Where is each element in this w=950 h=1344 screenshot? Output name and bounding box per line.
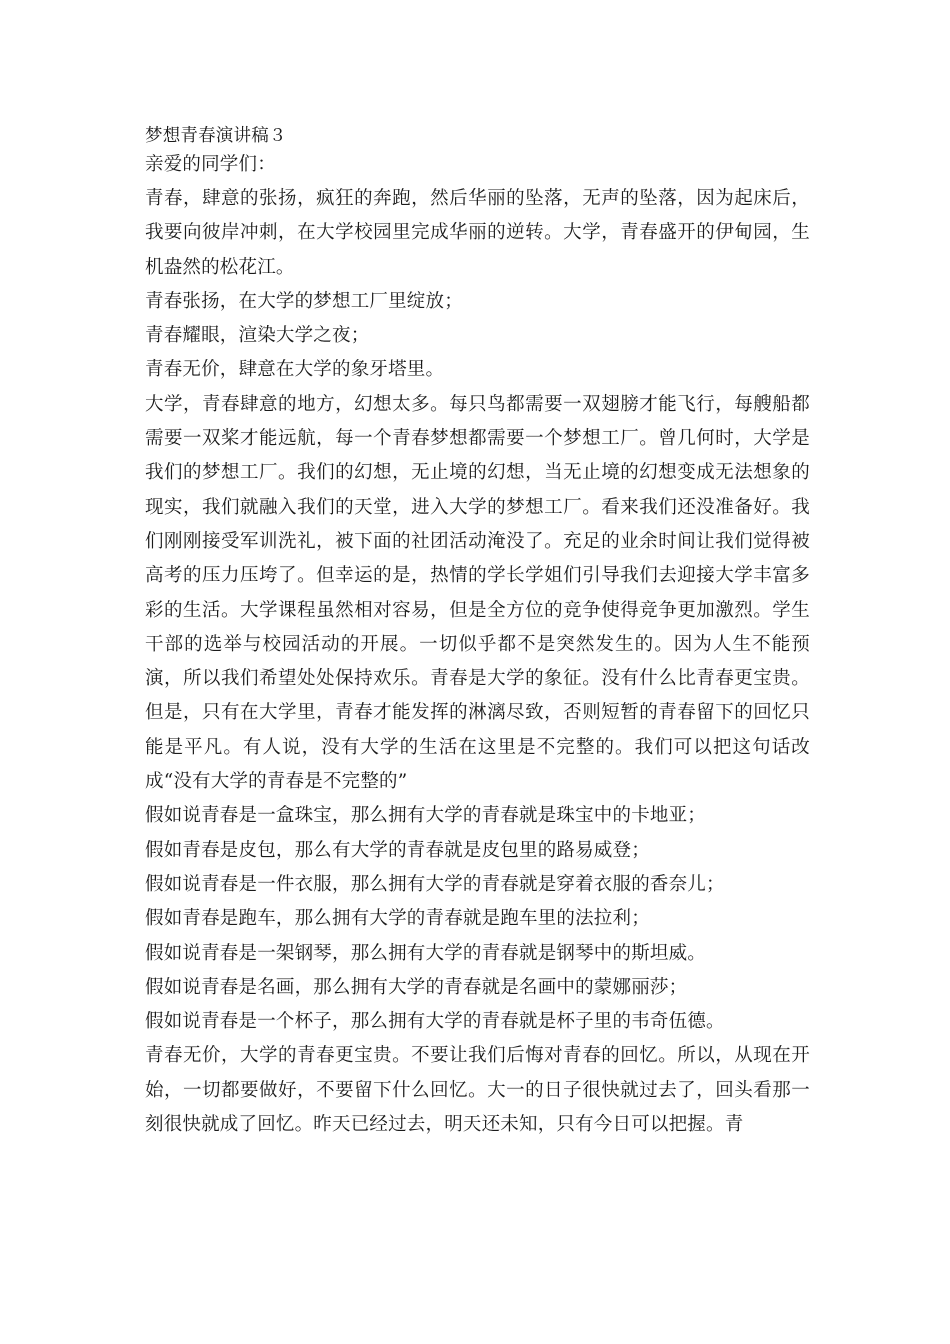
paragraph: 青春，肆意的张扬，疯狂的奔跑，然后华丽的坠落，无声的坠落，因为起床后，我要向彼岸冲刺，在大学校园里完成华丽的逆转。大学，青春盛开的伊甸园，生机盎然的松花江。: [145, 188, 810, 278]
document-title: 梦想青春演讲稿３: [145, 126, 287, 146]
paragraph: 青春无价，肆意在大学的象牙塔里。: [145, 359, 445, 381]
document-body: [145, 122, 810, 1142]
paragraph: 青春耀眼，渲染大学之夜；: [145, 325, 370, 347]
paragraph: 假如说青春是名画，那么拥有大学的青春就是名画中的蒙娜丽莎；: [145, 976, 688, 998]
paragraph: 假如说青春是一架钢琴，那么拥有大学的青春就是钢琴中的斯坦威。: [145, 942, 707, 964]
paragraph: 假如说青春是一件衣服，那么拥有大学的青春就是穿着衣服的香奈儿；: [145, 873, 725, 895]
paragraph: 假如说青春是一盒珠宝，那么拥有大学的青春就是珠宝中的卡地亚；: [145, 805, 707, 827]
paragraph: 青春无价，大学的青春更宝贵。不要让我们后悔对青春的回忆。所以，从现在开始，一切都要做好，不要留下什么回忆。大一的日子很快就过去了，回头看那一刻很快就成了回忆。昨天已经过去，明天还未知，只有今日可以把握。青: [145, 1045, 810, 1136]
paragraph: 假如青春是皮包，那么有大学的青春就是皮包里的路易威登；: [145, 839, 650, 861]
paragraph: 假如青春是跑车，那么拥有大学的青春就是跑车里的法拉利；: [145, 908, 650, 930]
greeting: 亲爱的同学们：: [145, 154, 276, 175]
paragraph: 青春张扬，在大学的梦想工厂里绽放；: [145, 290, 463, 312]
paragraph: 假如说青春是一个杯子，那么拥有大学的青春就是杯子里的韦奇伍德。: [145, 1011, 725, 1033]
paragraph: 大学，青春肆意的地方，幻想太多。每只鸟都需要一双翅膀才能飞行，每艘船都需要一双桨才能远航，每一个青春梦想都需要一个梦想工厂。曾几何时，大学是我们的梦想工厂。我们的幻想，无止境的幻想，当无止境的幻想变成无法想象的现实，我们就融入我们的天堂，进入大学的梦想工厂。看来我们还没准备好。我们刚刚接受军训洗礼，被下面的社团活动淹没了。充足的业余时间让我们觉得被高考的压力压垮了。但幸运的是，热情的学长学姐们引导我们去迎接大学丰富多彩的生活。大学课程虽然相对容易，但是全方位的竞争使得竞争更加激烈。学生干部的选举与校园活动的开展。一切似乎都不是突然发生的。因为人生不能预演，所以我们希望处处保持欢乐。青春是大学的象征。没有什么比青春更宝贵。但是，只有在大学里，青春才能发挥的淋漓尽致，否则短暂的青春留下的回忆只能是平凡。有人说，没有大学的生活在这里是不完整的。我们可以把这句话改成“没有大学的青春是不完整的”: [145, 393, 810, 793]
